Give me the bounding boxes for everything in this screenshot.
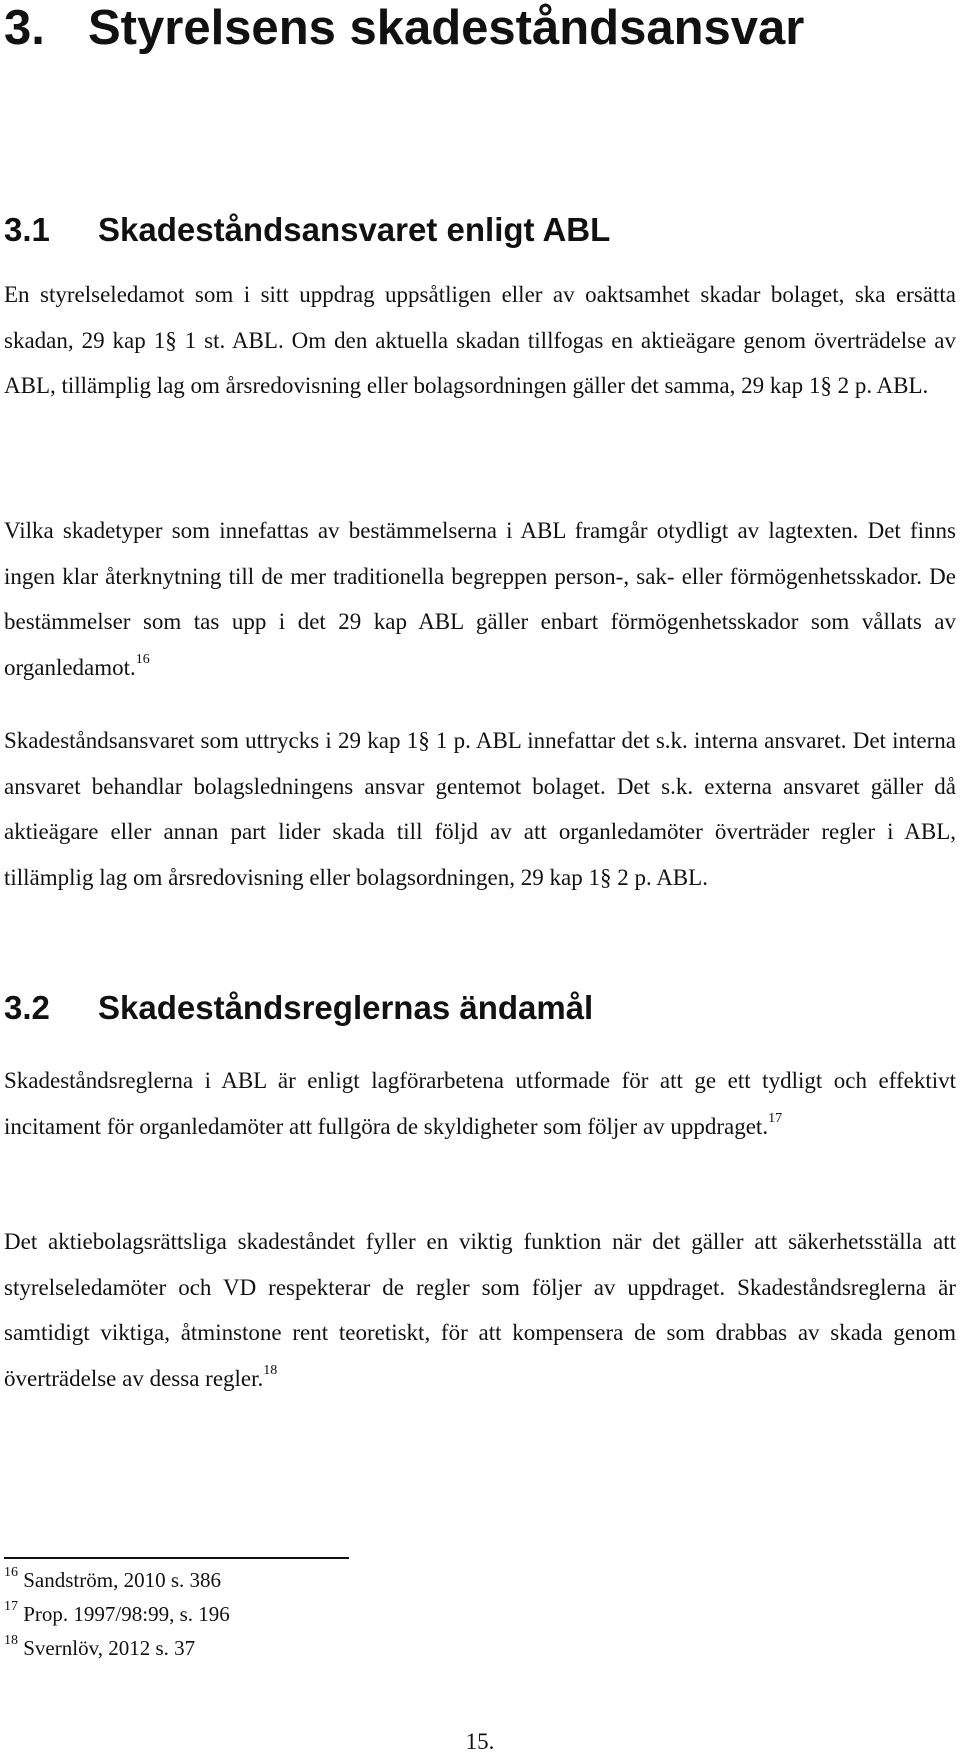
- chapter-title-text: Styrelsens skadeståndsansvar: [88, 1, 805, 55]
- paragraph-text: Skadeståndsreglerna i ABL är enligt lagförarbetena utformade för att ge ett tydligt och effektivt incitament för organledamöter att fullgöra de skyldigheter som följer av uppdraget.: [4, 1068, 956, 1139]
- section-number: 3.1: [4, 211, 50, 248]
- chapter-number: 3.: [4, 1, 45, 55]
- paragraph: [4, 508, 956, 690]
- footnote-number: 16: [4, 1565, 18, 1580]
- footnote-text: Prop. 1997/98:99, s. 196: [23, 1602, 230, 1626]
- footnote-number: 18: [4, 1633, 18, 1648]
- paragraph-text: Det aktiebolagsrättsliga skadeståndet fyller en viktig funktion när det gäller att säkerhetsställa att styrelseledamöter och VD respekterar de regler som följer av uppdraget. Skadeståndsreglerna är samtidigt viktiga, åtminstone rent teoretiskt, för att kompensera de som drabbas av skada genom överträdelse av dessa regler.: [4, 1229, 956, 1391]
- footnote-separator: [4, 1557, 349, 1559]
- paragraph: [4, 1219, 956, 1401]
- footnote-reference: 18: [263, 1362, 278, 1378]
- paragraph-text: Vilka skadetyper som innefattas av bestämmelserna i ABL framgår otydligt av lagtexten. Det finns ingen klar återknytning till de mer traditionella begreppen person-, sak- eller förmögenhetsskador. De bestämmelser som tas upp i det 29 kap ABL gäller enbart förmögenhetsskador som vållats av organledamot.: [4, 518, 956, 680]
- paragraph: [4, 272, 956, 409]
- footnote: [4, 1631, 804, 1665]
- paragraph-text: En styrelseledamot som i sitt uppdrag uppsåtligen eller av oaktsamhet skadar bolaget, ska ersätta skadan, 29 kap 1§ 1 st. ABL. Om den aktuella skadan tillfogas en aktieägare genom överträdelse av ABL, tillämplig lag om årsredovisning eller bolagsordningen gäller det samma, 29 kap 1§ 2 p. ABL.: [4, 282, 956, 398]
- paragraph: [4, 718, 956, 900]
- section-title: Skadeståndsansvaret enligt ABL: [98, 211, 611, 248]
- footnote: [4, 1597, 804, 1631]
- footnote-reference: 17: [768, 1110, 783, 1126]
- section-number: 3.2: [4, 989, 50, 1026]
- paragraph: [4, 1058, 956, 1149]
- paragraph-text: Skadeståndsansvaret som uttrycks i 29 kap 1§ 1 p. ABL innefattar det s.k. interna ansvaret. Det interna ansvaret behandlar bolagsledningens ansvar gentemot bolaget. Det s.k. externa ansvaret gäller då aktieägare eller annan part lider skada till följd av att organledamöter överträder regler i ABL, tillämplig lag om årsredovisning eller bolagsordningen, 29 kap 1§ 2 p. ABL.: [4, 728, 956, 890]
- footnotes: [4, 1563, 804, 1665]
- footnote: [4, 1563, 804, 1597]
- footnote-text: Svernlöv, 2012 s. 37: [23, 1636, 196, 1660]
- footnote-number: 17: [4, 1599, 18, 1614]
- section-heading-3-1: [4, 210, 610, 250]
- chapter-title: [4, 2, 804, 54]
- section-heading-3-2: [4, 988, 593, 1028]
- section-title: Skadeståndsreglernas ändamål: [98, 989, 594, 1026]
- page-number: 15.: [465, 1729, 495, 1754]
- footnote-reference: 16: [135, 651, 150, 667]
- footnote-text: Sandström, 2010 s. 386: [23, 1568, 222, 1592]
